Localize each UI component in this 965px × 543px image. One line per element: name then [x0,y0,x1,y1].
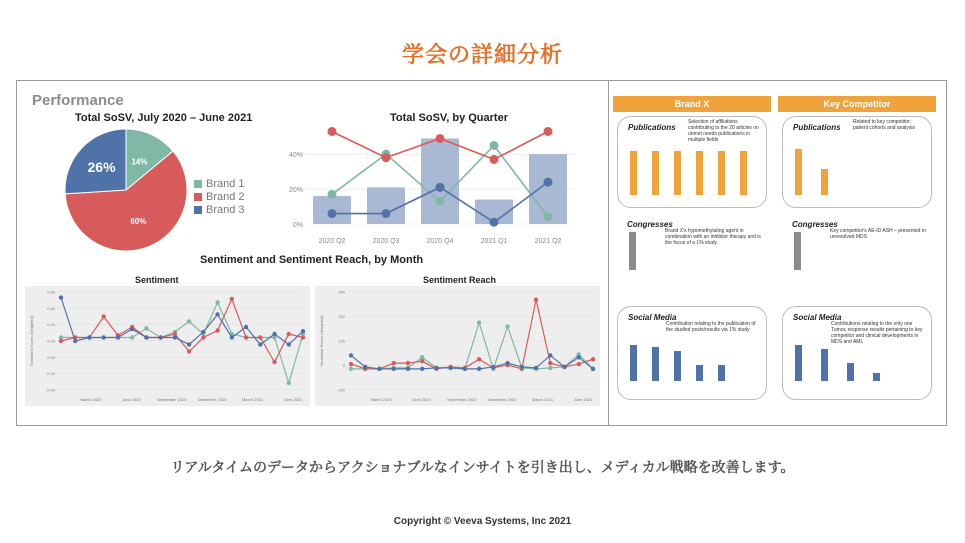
monthly-title: Sentiment and Sentiment Reach, by Month [200,254,424,266]
panel-section-publications [782,116,932,208]
quarter-point [382,209,391,218]
series-point [230,297,234,301]
y-tick-label: 100 [338,338,345,344]
panel-bar [652,151,659,195]
series-point [215,300,219,304]
series-point [406,361,410,365]
series-point [363,365,367,369]
series-point [244,335,248,339]
pie-legend [194,177,245,216]
x-tick-label: June 2020 [122,397,141,402]
series-point [349,362,353,366]
legend-label: Brand 2 [206,190,245,203]
quarter-point [436,183,445,192]
panel-section-congresses [782,214,932,300]
series-point [434,366,438,370]
quarter-point [436,197,445,206]
section-note: Contributions relating to the only one Tumor, response results pertaining to key competitor and clinical developments in MDS and AML [831,321,923,345]
legend-label: Brand 1 [206,177,245,190]
series-point [477,357,481,361]
section-label: Congresses [627,220,673,229]
x-tick-label: 2020 Q4 [426,238,454,245]
series-point [173,335,177,339]
frame-divider [608,80,609,426]
y-tick-label: 300 [338,289,345,295]
quarter-bar [367,187,405,224]
series-point [215,312,219,316]
legend-item [194,203,245,216]
series-point [505,361,509,365]
x-tick-label: June 2020 [412,397,431,402]
y-tick-label: -0.20 [45,371,55,377]
sentiment-chart [25,286,310,406]
x-tick-label: 2021 Q1 [480,238,508,245]
sentiment-panel [25,286,310,406]
series-point [534,366,538,370]
pie-title: Total SoSV, July 2020 – June 2021 [75,112,253,124]
series-point [577,362,581,366]
x-tick-label: March 2021 [242,397,264,402]
x-tick-label: June 2021 [573,397,593,402]
series-point [201,330,205,334]
reach-title: Sentiment Reach [423,275,497,285]
pie-chart [60,126,200,256]
pie-slice-label: 14% [131,157,148,167]
panel-bar [674,351,681,381]
series-point [130,335,134,339]
y-tick-label: 0.00 [47,354,55,360]
panel-bar [847,363,854,381]
series-point [59,295,63,299]
panel-bar [630,345,637,381]
series-point [73,339,77,343]
section-label: Social Media [628,313,677,322]
section-note: Selection of affiliations contributing to the 20 articles on unmet needs publications in multiple fields [688,119,759,143]
brand-x-panel [613,96,771,406]
y-tick-label: 0.40 [47,322,55,328]
series-point [548,361,552,365]
x-tick-label: 2020 Q2 [318,238,346,245]
section-label: Congresses [792,220,838,229]
x-tick-label: March 2020 [370,397,392,402]
panel-bar [652,347,659,381]
x-tick-label: September 2020 [447,397,477,402]
panel-bar [795,149,802,195]
series-point [244,325,248,329]
quarter-point [490,218,499,227]
y-tick-label: 0.60 [47,305,55,311]
panel-bar [821,169,828,195]
quarter-point [544,178,553,187]
series-point [230,335,234,339]
series-point [144,326,148,330]
panel-bar [696,365,703,381]
y-tick-label: -0.40 [45,387,55,393]
panel-header: Key Competitor [778,96,936,112]
panel-bar [674,151,681,195]
panel-bar [629,232,636,270]
quarter-point [328,127,337,136]
series-point [562,365,566,369]
y-tick-label: 20% [288,187,303,195]
series-point [392,367,396,371]
series-point [187,349,191,353]
series-point [187,342,191,346]
quarter-point [328,190,337,199]
y-tick-label: -100 [336,387,345,393]
y-axis-label: Sentiment Score (Weighted) [29,315,34,367]
series-point [477,321,481,325]
legend-swatch [194,206,202,214]
section-note: Contribution relating to the publication of the studied posts/results via 1% study [666,321,756,333]
quarter-bar [421,138,459,224]
series-point [272,360,276,364]
series-point [392,361,396,365]
legend-item [194,190,245,203]
x-tick-label: March 2020 [80,397,102,402]
series-point [534,297,538,301]
panel-header: Brand X [613,96,771,112]
panel-bar [718,151,725,195]
y-tick-label: 0.80 [47,289,55,295]
section-label: Publications [628,123,676,132]
x-tick-label: 2021 Q2 [534,238,562,245]
series-point [130,327,134,331]
series-point [505,324,509,328]
series-point [102,314,106,318]
series-point [420,367,424,371]
quarter-chart [285,124,585,250]
reach-chart [315,286,600,406]
series-point [577,355,581,359]
y-tick-label: 0% [292,222,303,229]
y-tick-label: 200 [338,314,345,319]
legend-swatch [194,193,202,201]
section-note: Key competitor's AE-ID ASH – presented in unresolved MDS [830,228,926,240]
series-line [351,300,593,369]
quarter-point [382,153,391,162]
pie-slice-label: 60% [130,217,147,227]
page-heading: 学会の詳細分析 [401,43,563,68]
y-tick-label: 0.20 [47,338,55,344]
y-axis-label: Sentiment Reach (Weighted) [319,315,324,367]
series-point [144,335,148,339]
series-point [201,335,205,339]
panel-bar [821,349,828,381]
panel-section-congresses [617,214,767,300]
quarter-point [544,213,553,222]
copyright: Copyright © Veeva Systems, Inc 2021 [393,516,572,527]
series-point [287,332,291,336]
caption: リアルタイムのデータからアクショナブルなインサイトを引き出し、メディカル戦略を改善します。 [170,460,795,476]
series-point [301,329,305,333]
series-point [420,359,424,363]
series-point [591,367,595,371]
series-point [116,335,120,339]
series-point [215,328,219,332]
series-point [258,335,262,339]
reach-panel [315,286,600,406]
series-point [301,335,305,339]
panel-bar [795,345,802,381]
series-point [59,339,63,343]
key-competitor-panel [778,96,936,406]
series-point [491,365,495,369]
series-point [102,335,106,339]
series-line [351,323,593,369]
panel-bar [740,151,747,195]
quarter-point [544,127,553,136]
quarter-point [328,209,337,218]
series-point [406,367,410,371]
series-point [258,342,262,346]
quarter-title: Total SoSV, by Quarter [390,112,508,124]
series-point [463,367,467,371]
series-point [520,365,524,369]
series-point [548,366,552,370]
series-point [87,335,91,339]
series-point [158,335,162,339]
legend-item [194,177,245,190]
x-tick-label: March 2021 [532,397,554,402]
series-point [272,332,276,336]
section-note: Brand X's hypomethylating agent in combination with an inhibitor therapy and is the focus of a 1% study [665,228,761,246]
panel-bar [696,151,703,195]
legend-swatch [194,180,202,188]
series-point [548,353,552,357]
panel-bar [630,151,637,195]
section-note: Related to key competitor; patient cohorts and analysis [853,119,915,131]
quarter-point [490,141,499,150]
panel-bar [873,373,880,381]
series-point [591,357,595,361]
x-tick-label: September 2020 [157,397,187,402]
x-tick-label: June 2021 [283,397,303,402]
y-tick-label: 0 [342,363,345,368]
x-tick-label: 2020 Q3 [372,238,400,245]
series-point [349,353,353,357]
series-line [351,355,593,368]
sentiment-title: Sentiment [135,275,179,285]
series-point [448,366,452,370]
pie-slice-label: 26% [87,159,116,176]
series-point [377,367,381,371]
panel-section-social-media [782,306,932,400]
series-point [420,355,424,359]
section-label: Performance [32,92,124,109]
panel-section-social-media [617,306,767,400]
series-point [349,367,353,371]
panel-section-publications [617,116,767,208]
series-point [287,342,291,346]
y-tick-label: 40% [288,152,303,160]
legend-label: Brand 3 [206,203,245,216]
section-label: Social Media [793,313,842,322]
series-point [187,319,191,323]
section-label: Publications [793,123,841,132]
series-point [477,367,481,371]
x-tick-label: December 2020 [197,397,227,402]
panel-bar [718,365,725,381]
series-point [287,381,291,385]
panel-bar [794,232,801,270]
x-tick-label: December 2020 [487,397,517,402]
quarter-point [490,155,499,164]
quarter-point [436,134,445,143]
